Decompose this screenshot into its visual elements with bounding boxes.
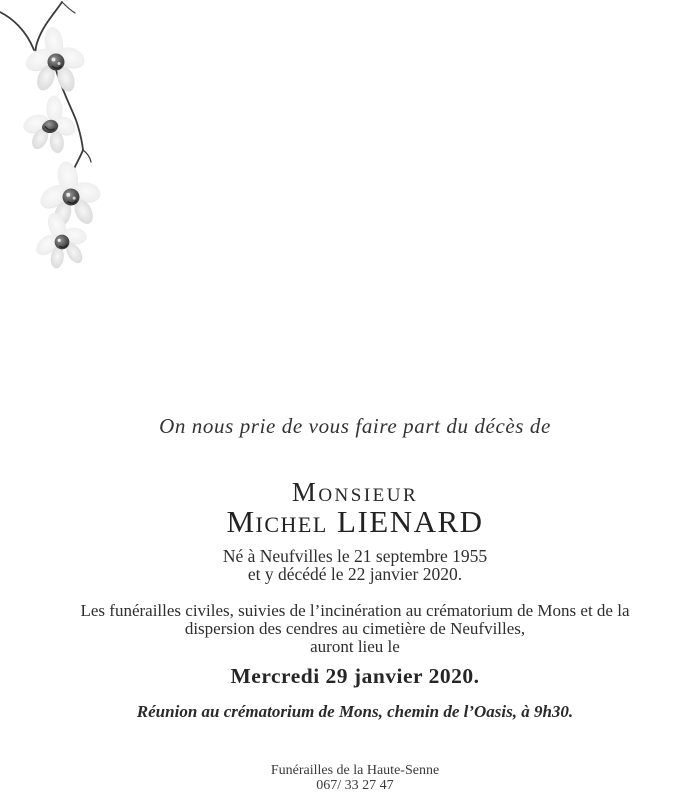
deceased-name: Michel LIENARD bbox=[226, 504, 484, 539]
ceremony-date: Mercredi 29 janvier 2020. bbox=[230, 664, 480, 688]
funeral-home-name: Funérailles de la Haute-Senne bbox=[270, 763, 440, 778]
announcement-text bbox=[21, 0, 689, 800]
intro-line: On nous prie de vous faire part du décès de bbox=[159, 414, 551, 438]
funeral-home-phone: 067/ 33 27 47 bbox=[316, 778, 394, 793]
death-line: et y décédé le 22 janvier 2020. bbox=[247, 564, 463, 584]
funeral-details-line-3: auront lieu le bbox=[310, 637, 400, 656]
deceased-title: Monsieur bbox=[291, 477, 419, 507]
birth-line: Né à Neufvilles le 21 septembre 1955 bbox=[222, 546, 488, 566]
funeral-details-line-2: dispersion des cendres au cimetière de Neufvilles, bbox=[184, 619, 526, 638]
funeral-details-line-1: Les funérailles civiles, suivies de l’incinération au crématorium de Mons et de la bbox=[80, 601, 630, 620]
meeting-info: Réunion au crématorium de Mons, chemin de l’Oasis, à 9h30. bbox=[136, 702, 574, 721]
